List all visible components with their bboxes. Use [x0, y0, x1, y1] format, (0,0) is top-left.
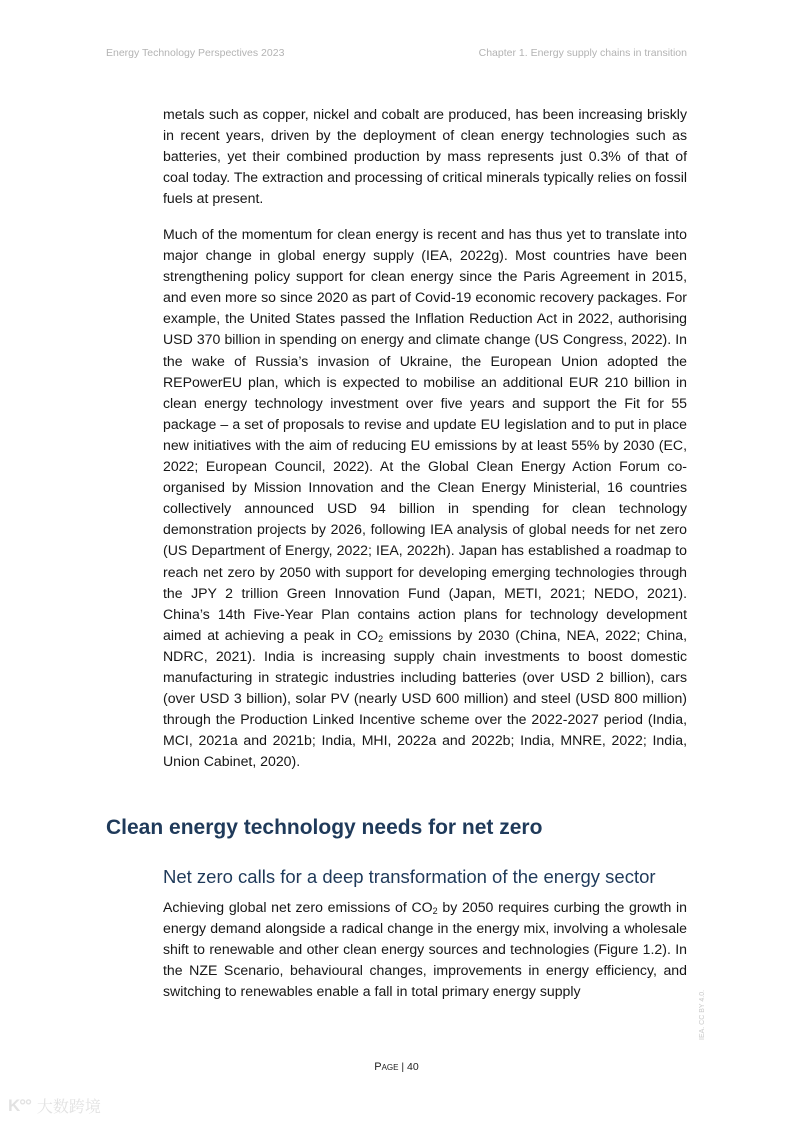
watermark-text: 大数跨境 [36, 1099, 101, 1116]
page-separator: | [398, 1061, 408, 1073]
watermark [8, 1094, 101, 1117]
running-header [106, 47, 687, 63]
paragraph-critical-minerals [163, 104, 687, 209]
paragraph-text-part: emissions by 2030 (China, NEA, 2022; China, NDRC, 2021). India is increasing supply chain investments to boost domestic manufacturing in strategic industries including batteries (over USD 2 billion), cars (over USD 3 billion), solar PV (nearly USD 600 million) and steel (USD 800 million) through the Production Linked Incentive scheme over the 2022-2027 period (India, MCI, 2021a and 2021b; India, MHI, 2022a and 2022b; India, MNRE, 2022; India, Union Cabinet, 2020). [163, 626, 687, 770]
page-number: 40 [407, 1061, 419, 1073]
page-footer [0, 1061, 793, 1073]
subscript: 2 [432, 906, 438, 916]
paragraph-text: metals such as copper, nickel and cobalt are produced, has been increasing briskly in recent years, driven by the deployment of clean energy technologies such as batteries, yet their combined production by mass represents just 0.3% of that of coal today. The extraction and processing of critical minerals typically relies on fossil fuels at present. [163, 106, 687, 207]
paragraph-text-part: by 2050 requires curbing the growth in energy demand alongside a radical change in the energy mix, involving a wholesale shift to renewable and other clean energy sources and technologies (Figure 1.2). In the NZE Scenario, behavioural changes, improvements in energy efficiency, and switching to renewables enable a fall in total primary energy supply [163, 899, 688, 1000]
paragraph-text [163, 224, 687, 772]
section-heading: Clean energy technology needs for net zero [106, 816, 543, 839]
paragraph-net-zero [163, 897, 687, 1002]
paragraph-policy-momentum [163, 224, 687, 772]
watermark-logo-icon: K°° [8, 1095, 31, 1115]
header-chapter-title: Chapter 1. Energy supply chains in transition [478, 47, 687, 59]
header-report-title: Energy Technology Perspectives 2023 [106, 47, 285, 59]
paragraph-text-part: Much of the momentum for clean energy is recent and has thus yet to translate into major change in global energy supply (IEA, 2022g). Most countries have been strengthening policy support for clean energy since the Paris Agreement in 2015, and even more so since 2020 as part of Covid-19 economic recovery packages. For example, the United States passed the Inflation Reduction Act in 2022, authorising USD 370 billion in spending on energy and climate change (US Congress, 2022). In the wake of Russia’s invasion of Ukraine, the European Union adopted the REPowerEU plan, which is expected to mobilise an additional EUR 210 billion in clean energy technology investment over five years and support the Fit for 55 package – a set of proposals to revise and update EU legislation and to put in place new initiatives with the aim of reducing EU emissions by at least 55% by 2030 (EC, 2022; European Council, 2022). At the Global Clean Energy Action Forum co-organised by Mission Innovation and the Clean Energy Ministerial, 16 countries collectively announced USD 94 billion in spending for clean technology demonstration projects by 2026, following IEA analysis of global needs for net zero (US Department of Energy, 2022; IEA, 2022h). Japan has established a roadmap to reach net zero by 2050 with support for developing emerging technologies through the JPY 2 trillion Green Innovation Fund (Japan, METI, 2021; NEDO, 2021). China’s 14th Five-Year Plan contains action plans for technology development aimed at achieving a peak in CO [163, 226, 687, 643]
paragraph-text [163, 897, 687, 1002]
subsection-heading: Net zero calls for a deep transformation of the energy sector [163, 866, 656, 887]
paragraph-text-part: Achieving global net zero emissions of CO [163, 899, 433, 915]
subscript: 2 [378, 633, 384, 644]
page-label: Page [374, 1061, 399, 1073]
license-note: IEA. CC BY 4.0. [699, 989, 706, 1040]
